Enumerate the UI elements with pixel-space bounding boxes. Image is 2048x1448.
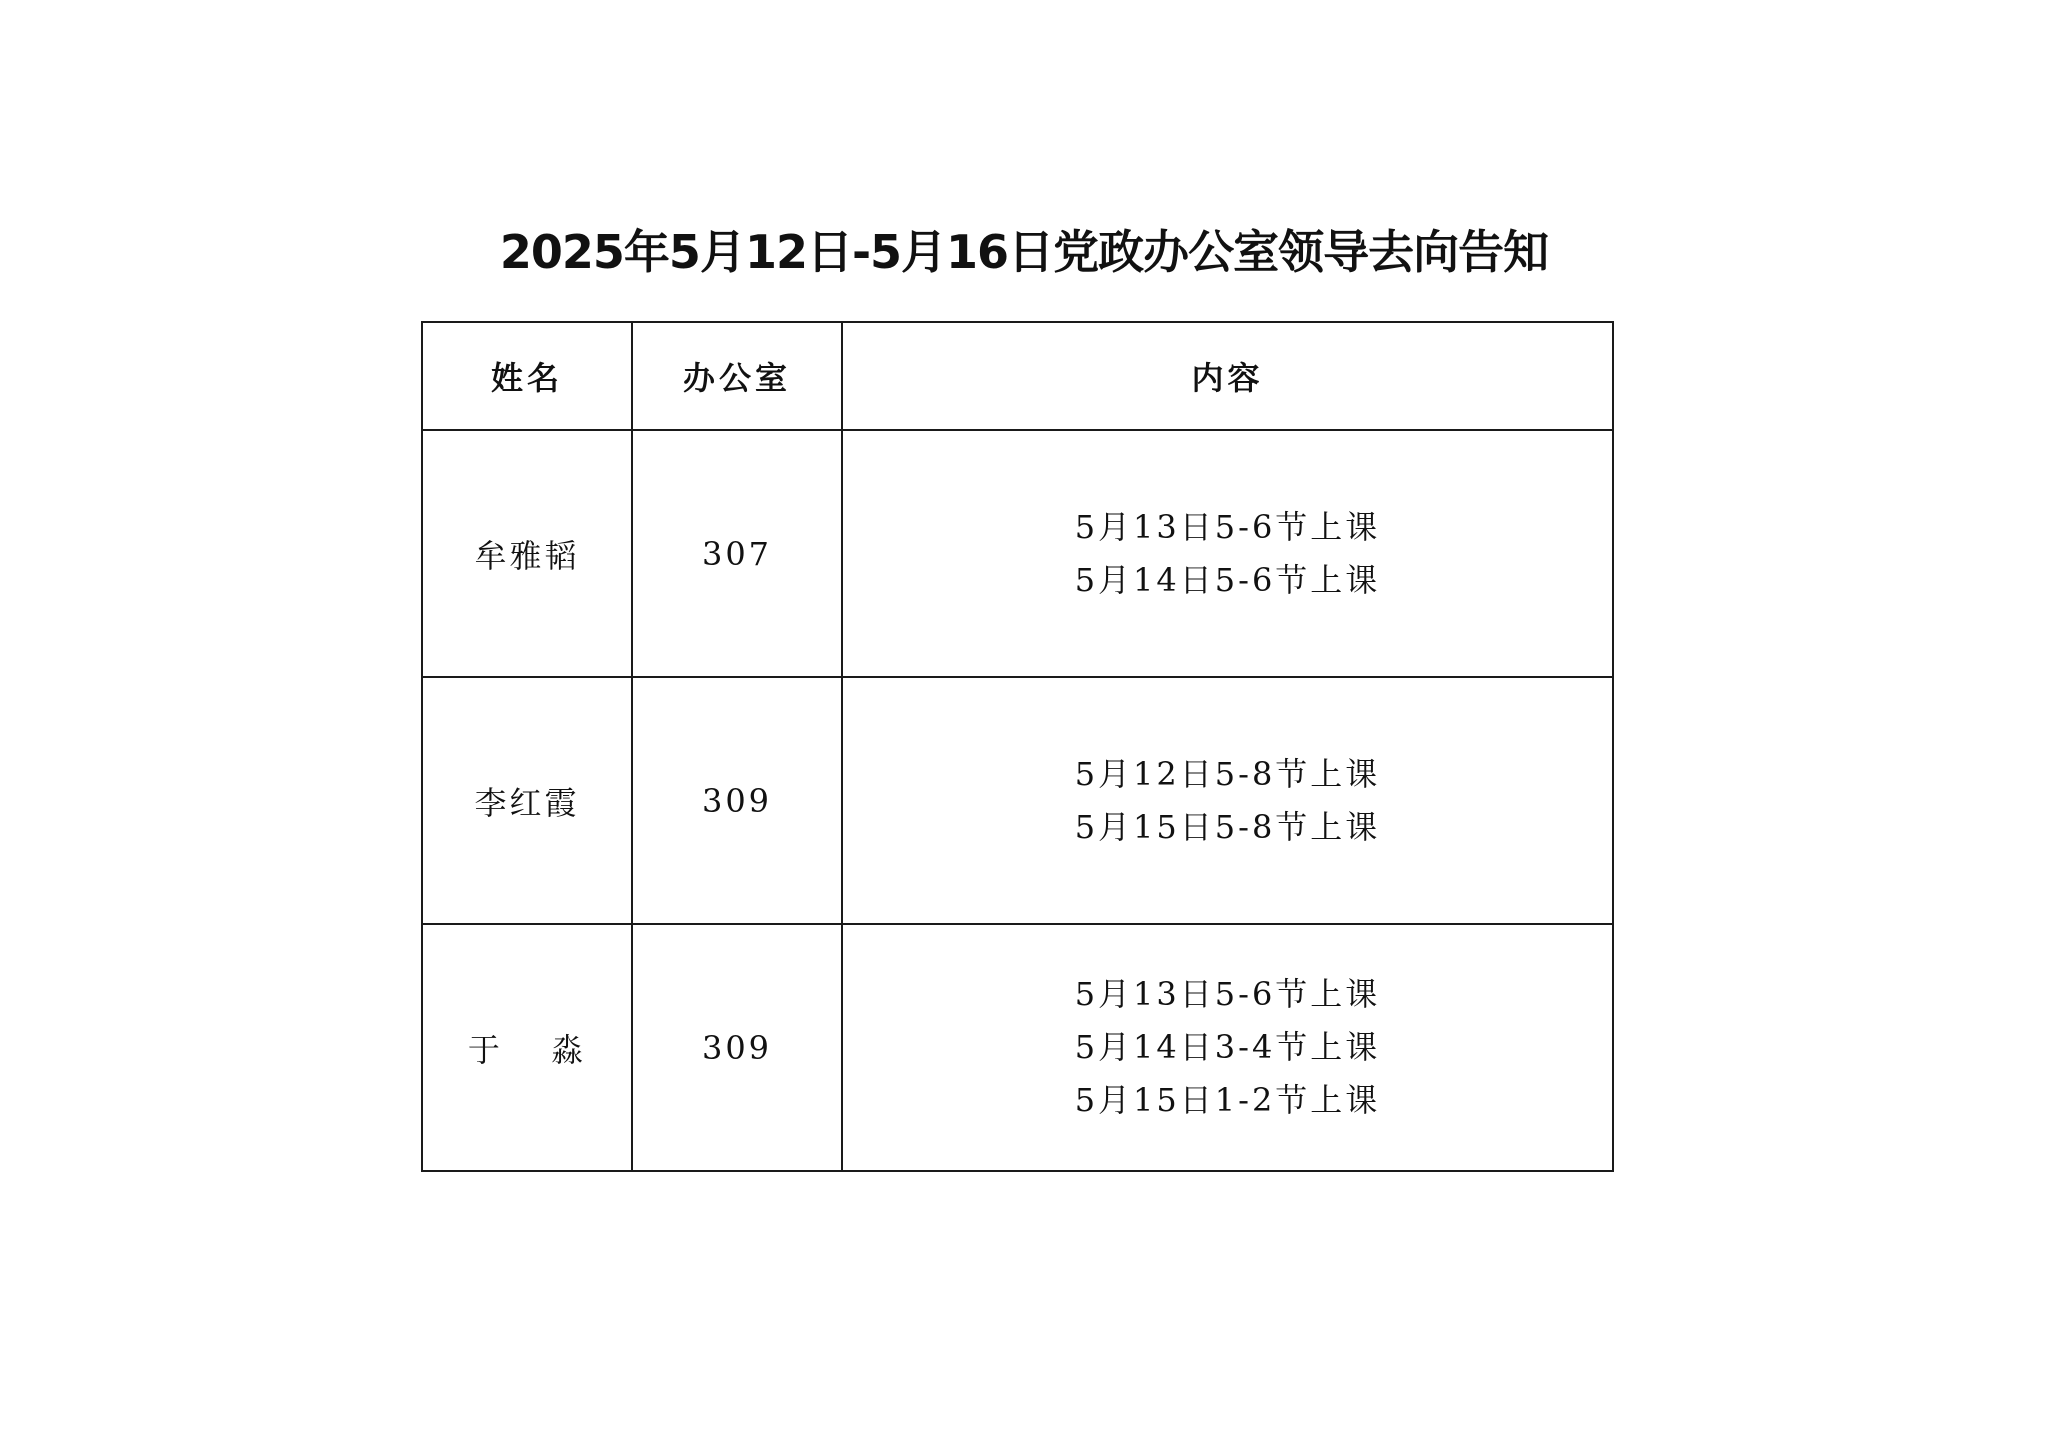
name-text: 牟雅韬: [474, 536, 580, 575]
cell-content: [842, 677, 1613, 924]
cell-office: 309: [632, 677, 842, 924]
content-line: 5月15日1-2节上课: [1074, 1081, 1381, 1119]
table-header-row: [422, 322, 1613, 430]
content-line: 5月14日3-4节上课: [1074, 1028, 1381, 1066]
leader-whereabouts-table: [421, 321, 1614, 1172]
table-row: [422, 924, 1613, 1171]
cell-office: 307: [632, 430, 842, 677]
cell-office: 309: [632, 924, 842, 1171]
cell-content: [842, 924, 1613, 1171]
header-content: 内容: [842, 322, 1613, 430]
cell-name: [422, 677, 632, 924]
content-line: 5月14日5-6节上课: [1074, 560, 1381, 599]
cell-name: [422, 924, 632, 1171]
name-text: 李红霞: [474, 783, 580, 822]
header-name: 姓名: [422, 322, 632, 430]
cell-name: [422, 430, 632, 677]
header-office: 办公室: [632, 322, 842, 430]
cell-content: [842, 430, 1613, 677]
content-line: 5月13日5-6节上课: [1074, 507, 1381, 546]
content-line: 5月15日5-8节上课: [1074, 807, 1381, 846]
table-row: [422, 430, 1613, 677]
content-line: 5月13日5-6节上课: [1074, 975, 1381, 1013]
table-row: [422, 677, 1613, 924]
content-line: 5月12日5-8节上课: [1074, 754, 1381, 793]
document-title: 2025年5月12日-5月16日党政办公室领导去向告知: [499, 225, 1549, 279]
name-text: 于 淼: [467, 1030, 587, 1069]
